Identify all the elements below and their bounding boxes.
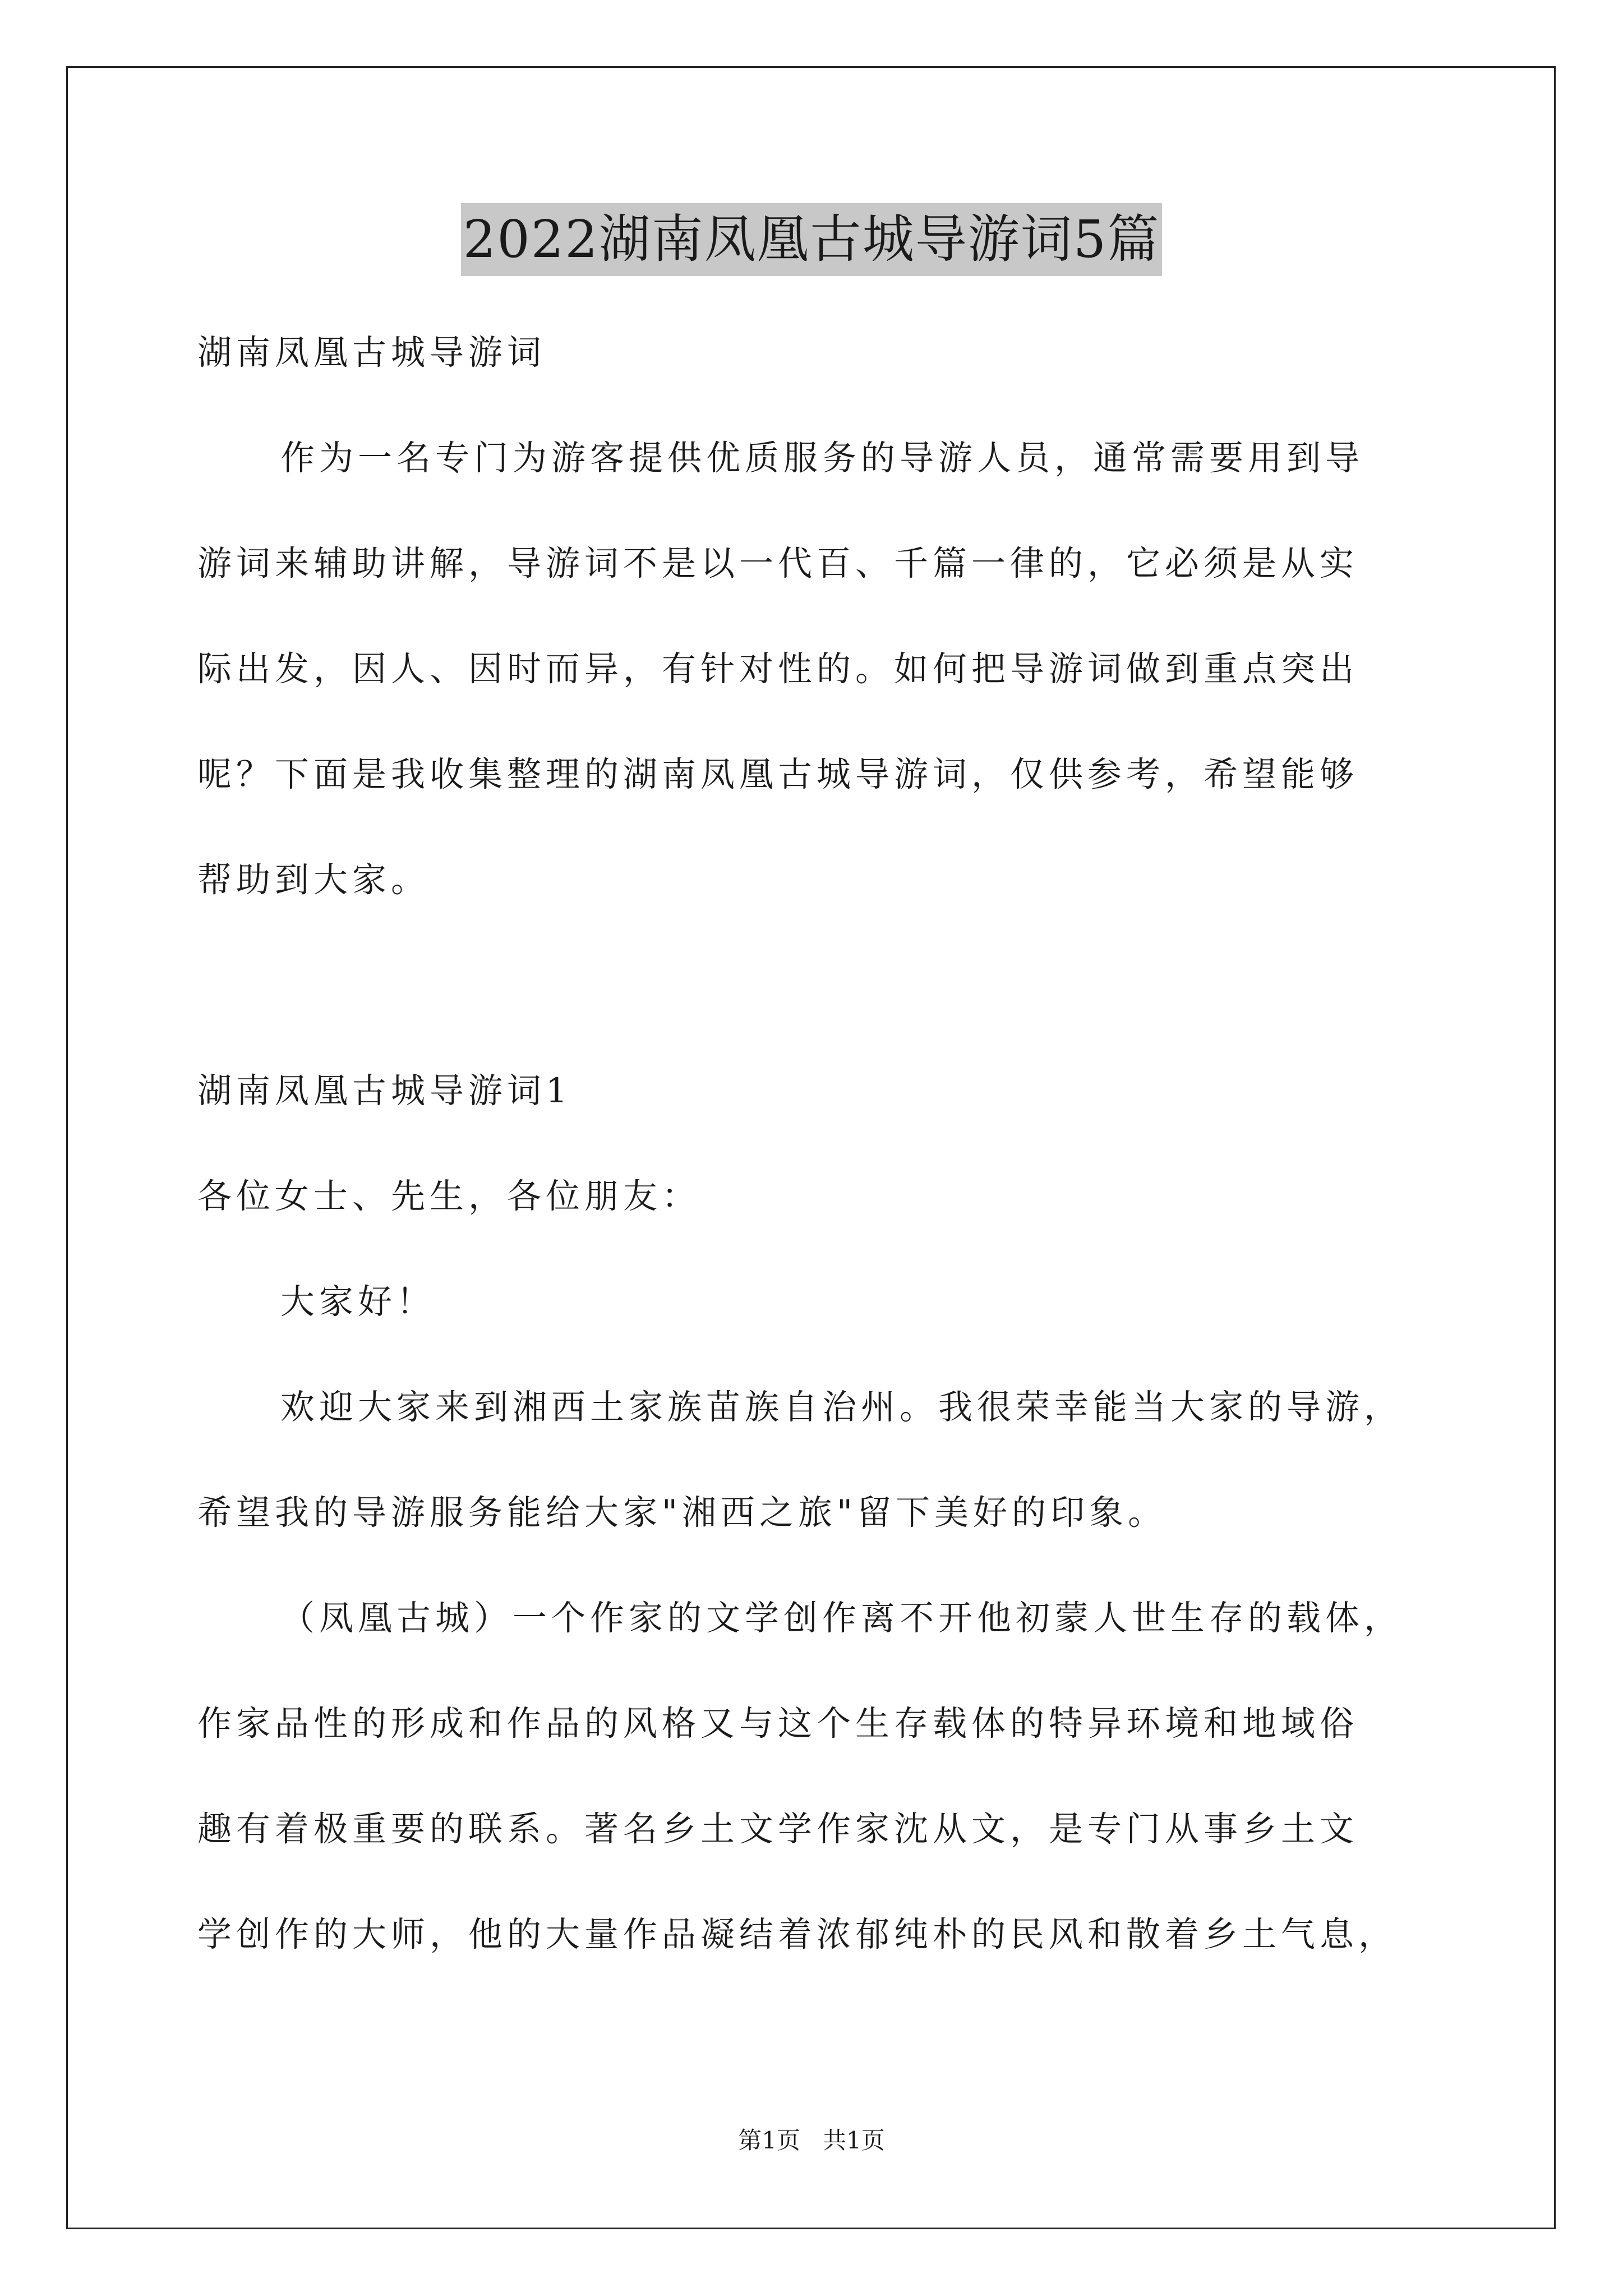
intro-line: 际出发，因人、因时而异，有针对性的。如何把导游词做到重点突出 bbox=[197, 649, 1359, 689]
intro-line: 呢？下面是我收集整理的湖南凤凰古城导游词，仅供参考，希望能够 bbox=[197, 754, 1359, 794]
title-container bbox=[0, 203, 1623, 276]
subtitle: 湖南凤凰古城导游词 bbox=[197, 333, 546, 372]
phoenix-line: 趣有着极重要的联系。著名乡土文学作家沈从文，是专门从事乡土文 bbox=[197, 1809, 1359, 1849]
hello-line: 大家好！ bbox=[280, 1282, 436, 1322]
section-heading: 湖南凤凰古城导游词1 bbox=[197, 1071, 572, 1111]
phoenix-line: 学创作的大师，他的大量作品凝结着浓郁纯朴的民风和散着乡土气息， bbox=[197, 1915, 1398, 1954]
phoenix-line: （凤凰古城）一个作家的文学创作离不开他初蒙人世生存的载体， bbox=[280, 1598, 1403, 1638]
greeting: 各位女士、先生，各位朋友： bbox=[197, 1176, 701, 1216]
phoenix-line: 作家品性的形成和作品的风格又与这个生存载体的特异环境和地域俗 bbox=[197, 1704, 1359, 1743]
paragraph-spacer bbox=[197, 933, 1441, 1038]
intro-line: 帮助到大家。 bbox=[197, 860, 430, 900]
document-title: 2022湖南凤凰古城导游词5篇 bbox=[461, 203, 1163, 276]
welcome-line: 欢迎大家来到湘西土家族苗族自治州。我很荣幸能当大家的导游， bbox=[280, 1387, 1403, 1427]
welcome-line: 希望我的导游服务能给大家"湘西之旅"留下美好的印象。 bbox=[197, 1493, 1167, 1533]
intro-line: 游词来辅助讲解，导游词不是以一代百、千篇一律的，它必须是从实 bbox=[197, 544, 1359, 583]
intro-line: 作为一名专门为游客提供优质服务的导游人员，通常需要用到导 bbox=[280, 438, 1364, 478]
document-body bbox=[197, 300, 1441, 1987]
page-footer: 第1页 共1页 bbox=[738, 2127, 885, 2154]
